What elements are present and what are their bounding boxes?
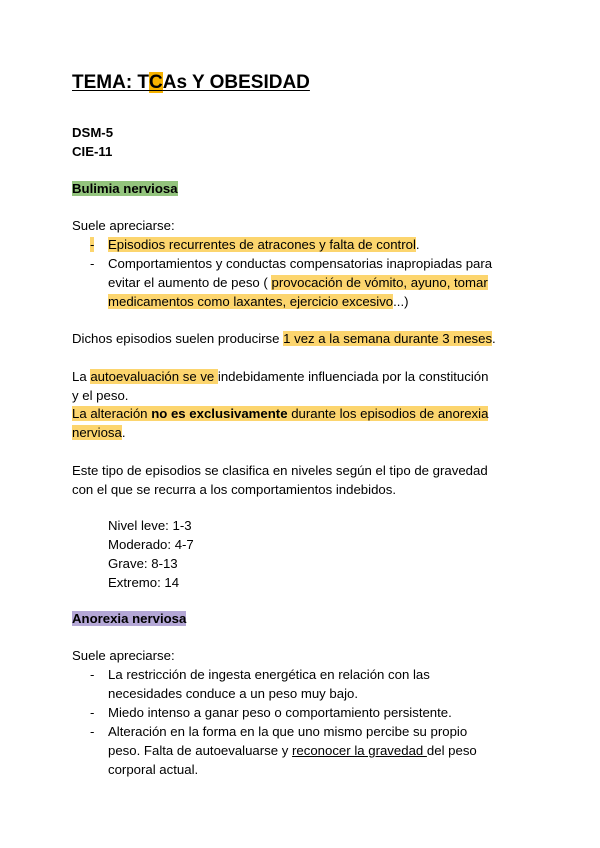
bulimia-alteration-line-1: La alteración no es exclusivamente durante los episodios de anorexia <box>72 406 489 421</box>
anorexia-bullet-3-dash: - <box>90 724 95 739</box>
anorexia-bullet-1-dash: - <box>90 667 95 682</box>
bulimia-bullet-1: Episodios recurrentes de atracones y falta de control. <box>108 237 420 252</box>
anorexia-intro: Suele apreciarse: <box>72 648 175 663</box>
anorexia-bullet-1-line-1: La restricción de ingesta energética en relación con las <box>108 667 430 682</box>
section-heading-bulimia: Bulimia nerviosa <box>72 181 178 196</box>
level-moderate: Moderado: 4-7 <box>108 537 194 552</box>
bulimia-bullet-1-dash: - <box>90 237 95 252</box>
anorexia-bullet-3-line-2: peso. Falta de autoevaluarse y reconocer la gravedad del peso <box>108 743 477 758</box>
bulimia-self-evaluation-line-1: La autoevaluación se ve indebidamente influenciada por la constitución <box>72 369 489 384</box>
bulimia-bullet-2-dash: - <box>90 256 95 271</box>
anorexia-bullet-2: Miedo intenso a ganar peso o comportamiento persistente. <box>108 705 452 720</box>
page-title: TEMA: TCAs Y OBESIDAD <box>72 72 310 93</box>
bulimia-intro: Suele apreciarse: <box>72 218 175 233</box>
level-mild: Nivel leve: 1-3 <box>108 518 192 533</box>
level-extreme: Extremo: 14 <box>108 575 180 590</box>
bulimia-self-evaluation-line-2: y el peso. <box>72 388 129 403</box>
levels-intro-line-2: con el que se recurra a los comportamientos indebidos. <box>72 482 397 497</box>
bulimia-bullet-2-line-2: evitar el aumento de peso ( provocación de vómito, ayuno, tomar <box>108 275 488 290</box>
anorexia-bullet-1-line-2: necesidades conduce a un peso muy bajo. <box>108 686 359 701</box>
section-heading-anorexia: Anorexia nerviosa <box>72 611 187 626</box>
bulimia-alteration-line-2: nerviosa. <box>72 425 126 440</box>
code-dsm: DSM-5 <box>72 125 114 140</box>
bulimia-bullet-2-line-1: Comportamientos y conductas compensatorias inapropiadas para <box>108 256 493 271</box>
anorexia-bullet-3-line-3: corporal actual. <box>108 762 199 777</box>
anorexia-bullet-2-dash: - <box>90 705 95 720</box>
anorexia-bullet-3-line-1: Alteración en la forma en la que uno mismo percibe su propio <box>108 724 468 739</box>
bulimia-frequency: Dichos episodios suelen producirse 1 vez a la semana durante 3 meses. <box>72 331 496 346</box>
levels-intro-line-1: Este tipo de episodios se clasifica en niveles según el tipo de gravedad <box>72 463 488 478</box>
code-cie: CIE-11 <box>72 144 113 159</box>
level-severe: Grave: 8-13 <box>108 556 178 571</box>
bulimia-bullet-2-line-3: medicamentos como laxantes, ejercicio excesivo...) <box>108 294 409 309</box>
